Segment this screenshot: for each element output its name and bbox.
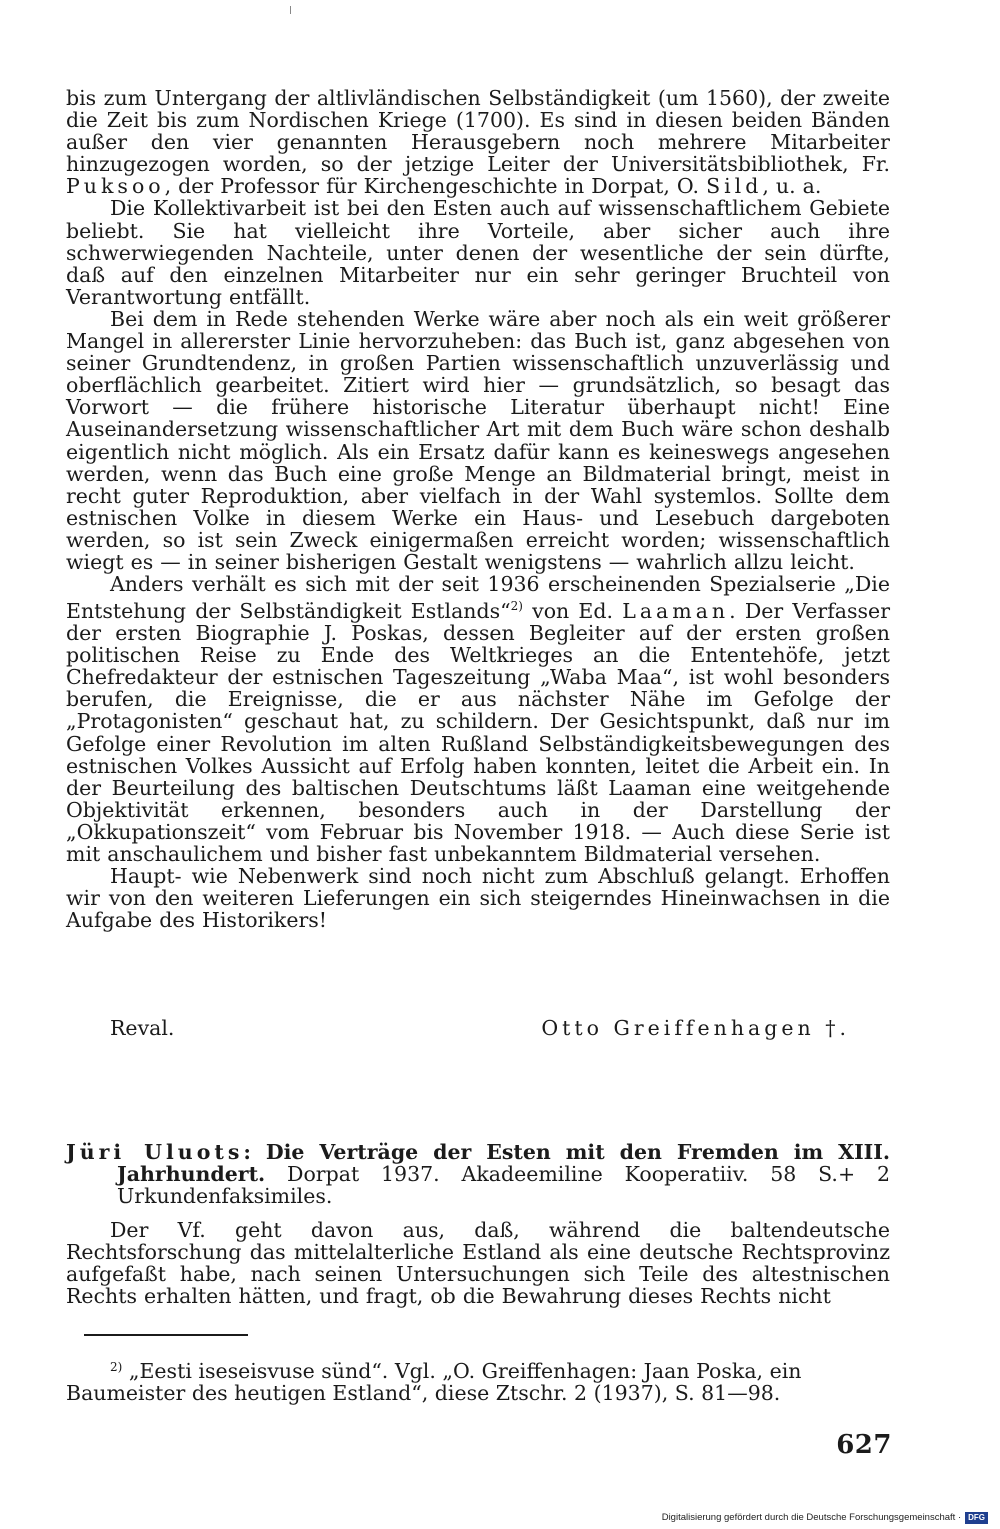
- page-number: 627: [836, 1430, 892, 1460]
- name-sild: Sild: [706, 174, 763, 199]
- scan-mark: [290, 6, 291, 14]
- name-laaman: Laaman: [622, 598, 730, 623]
- footnote-text: „Eesti iseseisvuse sünd“. Vgl. „O. Greiffenhagen: Jaan Poska, ein Baumeister des heutigen Estland“, diese Ztschr. 2 (1937), S. 81—98.: [66, 1359, 802, 1406]
- review-author: Jüri Uluots: [66, 1140, 244, 1164]
- credit-text: Digitalisierung gefördert durch die Deutsche Forschungsgemeinschaft ·: [661, 1512, 962, 1523]
- review-title: : Die Verträge der Esten mit den Fremden im XIII. Jahrhundert.: [117, 1140, 890, 1187]
- body-text: [66, 87, 890, 931]
- signature-line: [110, 1017, 850, 1041]
- footnote-marker: 2): [110, 1360, 123, 1374]
- paragraph-2: Die Kollektivarbeit ist bei den Esten auch auf wissenschaftlichem Gebiete beliebt. Sie hat vielleicht ihre Vorteile, aber sicher auch ihre schwerwiegenden Nachteile, unter denen der wesentliche der sein dürfte, daß auf den einzelnen Mitarbeiter nur ein sehr geringer Bruchteil von Verantwortung entfällt.: [66, 196, 890, 309]
- digitization-credit: [662, 1512, 988, 1524]
- name-puksoo: Puksoo: [66, 174, 165, 199]
- footnote-divider: [84, 1334, 248, 1336]
- dfg-logo: DFG: [965, 1512, 988, 1524]
- paragraph-4: Anders verhält es sich mit der seit 1936 erscheinenden Spezialserie „Die Entstehung der Selbständigkeit Estlands“$^{2)}$ von Ed. Laaman. Der Verfasser der ersten Biographie J. Poskas, dessen Begleiter auf der ersten großen politischen Reise zu Ende des Weltkrieges an die Ententehöfe, jetzt Chefredakteur der estnischen Tageszeitung „Waba Maa“, ist wohl besonders berufen, die Ereignisse, die er aus nächster Nähe im Gefolge der „Protagonisten“ geschaut hat, zu schildern. Der Gesichtspunkt, daß nur im Gefolge einer Revolution im alten Rußland Selbständigkeitsbewegungen des estnischen Volkes Aussicht auf Erfolg haben konnten, leitet die Arbeit ein. In der Beurteilung des baltischen Deutschtums läßt Laaman eine weitgehende Objektivität erkennen, besonders auch in der Darstellung der „Okkupationszeit“ vom Februar bis November 1918. — Auch diese Serie ist mit anschaulichem und bisher fast unbekanntem Bildmaterial versehen.: [66, 572, 890, 867]
- signature-author: Otto Greiffenhagen †.: [541, 1016, 850, 1040]
- signature-place: Reval.: [110, 1016, 175, 1040]
- review-body: [66, 1219, 890, 1307]
- paragraph-3: Bei dem in Rede stehenden Werke wäre aber noch als ein weit größerer Mangel in allererster Linie hervorzuheben: das Buch ist, ganz abgesehen von seiner Grundtendenz, in großen Partien wissenschaftlich unzuverlässig und oberflächlich gearbeitet. Zitiert wird hier — grundsätzlich, so besagt das Vorwort — die frühere historische Literatur überhaupt nicht! Eine Auseinandersetzung wissenschaftlicher Art mit dem Buch wäre schon deshalb eigentlich nicht möglich. Als ein Ersatz dafür kann es keineswegs angesehen werden, wenn das Buch eine große Menge an Bildmaterial bringt, meist in recht guter Reproduktion, aber vielfach in der Wahl systemlos. Sollte dem estnischen Volke in diesem Werke ein Haus- und Lesebuch dargeboten werden, so ist sein Zweck einigermaßen erreicht worden; wissenschaftlich wiegt es — in seiner bisherigen Gestalt wenigstens — wahrlich allzu leicht.: [66, 306, 890, 574]
- paragraph-1: bis zum Untergang der altlivländischen Selbständigkeit (um 1560), der zweite die Zeit bis zum Nordischen Kriege (1700). Es sind in diesen beiden Bänden außer den vier genannten Herausgebern noch mehrere Mitarbeiter hinzugezogen worden, so der jetzige Leiter der Universitätsbibliothek, Fr. Puksoo, der Professor für Kirchengeschichte in Dorpat, O. Sild, u. a.: [66, 86, 890, 199]
- review-imprint: Dorpat 1937. Akadeemiline Kooperatiiv. 58 S.+ 2 Urkundenfaksimiles.: [117, 1162, 890, 1209]
- review-paragraph: Der Vf. geht davon aus, daß, während die baltendeutsche Rechtsforschung das mittelalterliche Estland als eine deutsche Rechtsprovinz aufgefaßt habe, nach seinen Untersuchungen sich Teile des altestnischen Rechts erhalten hätten, und fragt, ob die Bewahrung dieses Rechts nicht: [66, 1218, 890, 1309]
- footnote-reference: 2): [510, 599, 523, 614]
- footnote: [66, 1356, 890, 1405]
- review-heading: [66, 1141, 890, 1207]
- paragraph-5: Haupt- wie Nebenwerk sind noch nicht zum Abschluß gelangt. Erhoffen wir von den weiteren Lieferungen ein sich steigerndes Hineinwachsen in die Aufgabe des Historikers!: [66, 864, 890, 933]
